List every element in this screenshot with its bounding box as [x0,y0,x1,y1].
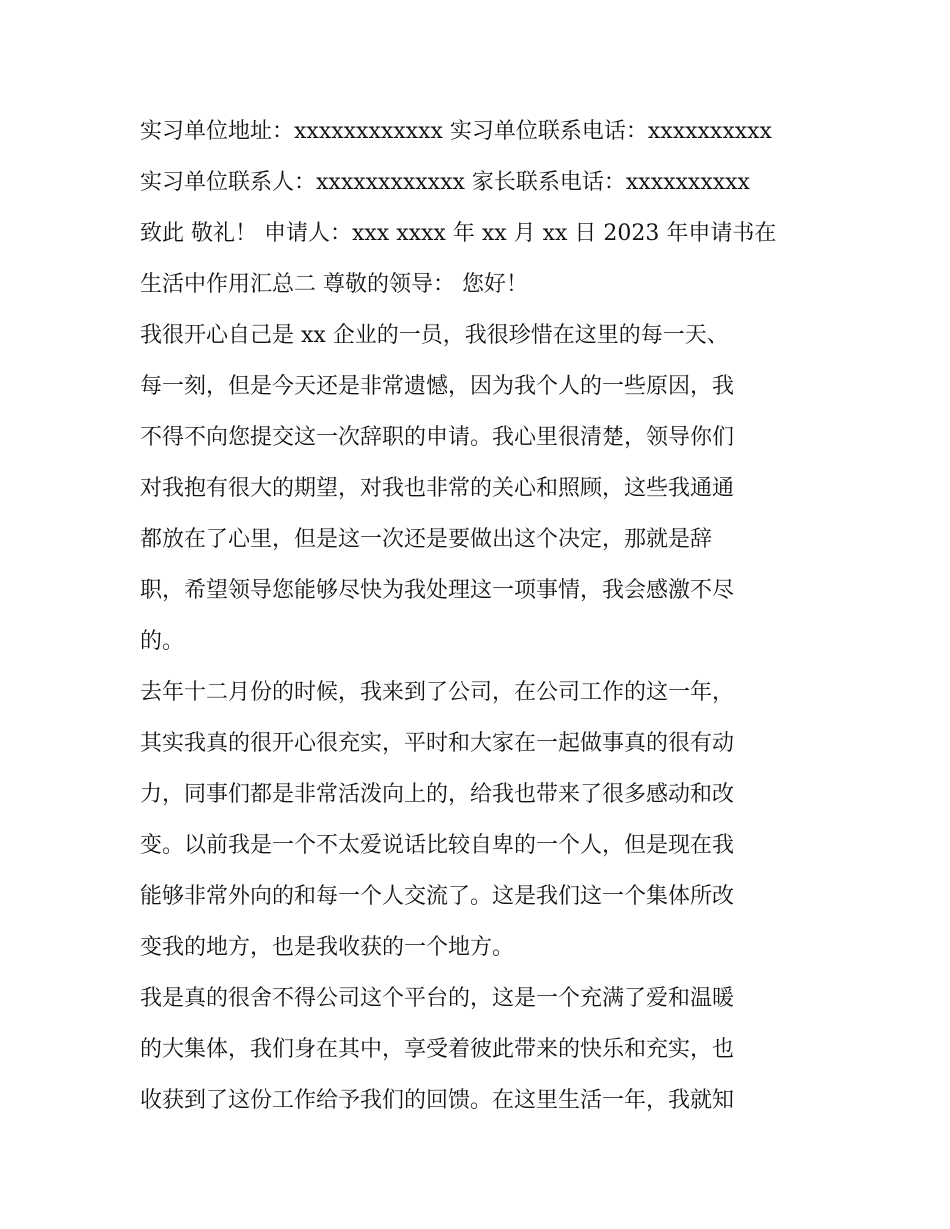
text-line: 我很开心自己是 xx 企业的一员，我很珍惜在这里的每一天、 [140,323,729,348]
text-line: 变。以前我是一个不太爱说话比较自卑的一个人，但是现在我 [140,833,735,858]
text-line: 实习单位地址：xxxxxxxxxxxx 实习单位联系电话：xxxxxxxxxx [140,119,772,144]
text-line: 致此 敬礼！ 申请人：xxx xxxx 年 xx 月 xx 日 2023 年申请书在 [140,221,777,246]
text-line: 生活中作用汇总二 尊敬的领导： 您好！ [140,272,528,297]
document-body [140,106,812,1126]
text-line: 的。 [140,629,185,654]
text-line: 都放在了心里，但是这一次还是要做出这个决定，那就是辞 [140,527,713,552]
text-line: 去年十二月份的时候，我来到了公司，在公司工作的这一年， [140,680,735,705]
text-line: 对我抱有很大的期望，对我也非常的关心和照顾，这些我通通 [140,476,735,501]
text-line: 收获到了这份工作给予我们的回馈。在这里生活一年，我就知 [140,1088,735,1113]
text-line: 其实我真的很开心很充实，平时和大家在一起做事真的很有动 [140,731,735,756]
text-line: 变我的地方，也是我收获的一个地方。 [140,935,515,960]
text-line: 的大集体，我们身在其中，享受着彼此带来的快乐和充实，也 [140,1037,735,1062]
text-line: 力，同事们都是非常活泼向上的，给我也带来了很多感动和改 [140,782,735,807]
text-line: 能够非常外向的和每一个人交流了。这是我们这一个集体所改 [140,884,735,909]
text-line: 职，希望领导您能够尽快为我处理这一项事情，我会感激不尽 [140,578,735,603]
text-line: 实习单位联系人：xxxxxxxxxxxx 家长联系电话：xxxxxxxxxx [140,170,750,195]
text-line: 不得不向您提交这一次辞职的申请。我心里很清楚，领导你们 [140,425,735,450]
text-line: 我是真的很舍不得公司这个平台的，这是一个充满了爱和温暖 [140,986,735,1011]
text-line: 每一刻，但是今天还是非常遗憾，因为我个人的一些原因，我 [140,374,735,399]
